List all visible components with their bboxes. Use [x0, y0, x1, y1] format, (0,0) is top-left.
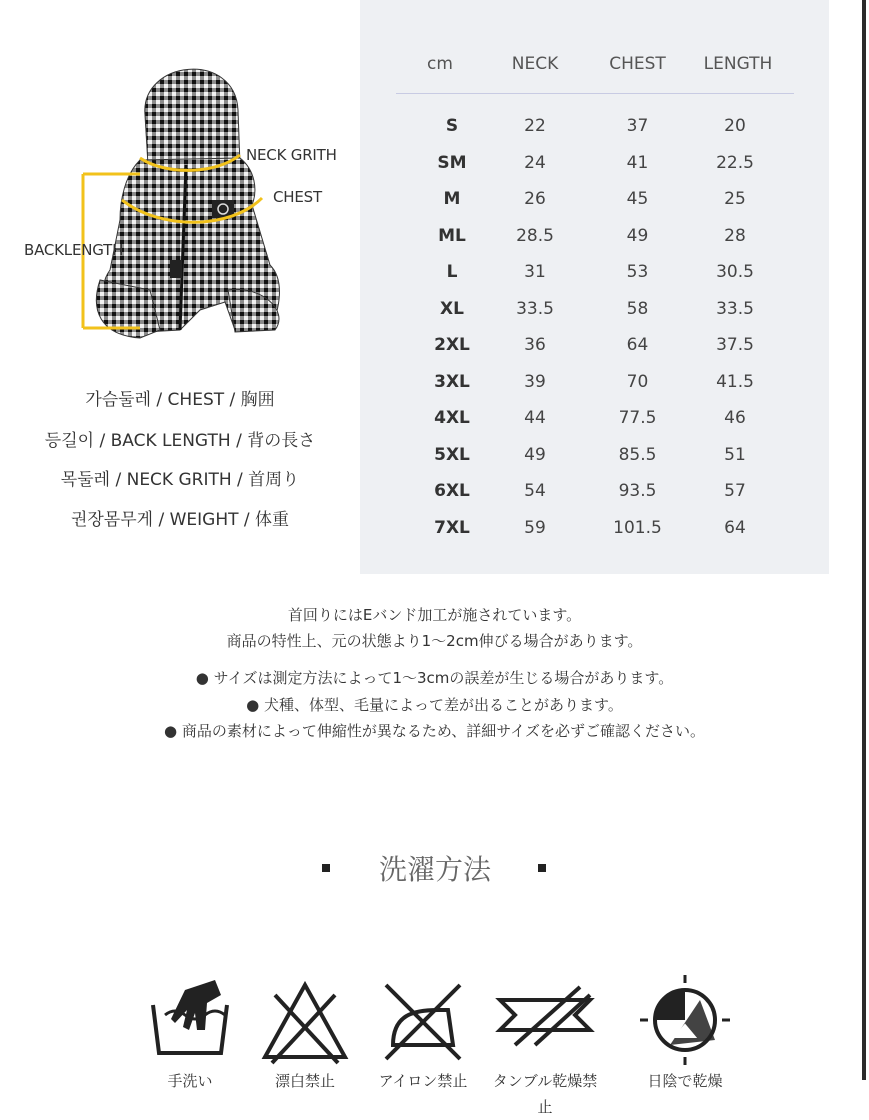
table-cell-neck: 26	[524, 189, 546, 209]
backlength-annotation: BACKLENGTH	[24, 241, 124, 259]
care-label-no-tumble-dry: タンブル乾燥禁止	[492, 1072, 598, 1116]
table-cell-neck: 33.5	[516, 298, 554, 319]
table-cell-length: 51	[724, 444, 746, 465]
table-cell-size: 3XL	[434, 371, 470, 392]
table-cell-length: 25	[724, 189, 746, 209]
header-neck: NECK	[511, 54, 559, 74]
washing-method-heading	[0, 848, 869, 888]
table-cell-length: 57	[724, 481, 746, 501]
hand-wash-icon	[145, 975, 235, 1065]
table-cell-length: 41.5	[716, 371, 754, 392]
no-iron-icon	[378, 975, 468, 1065]
legend-neck-grith: 목둘레 / NECK GRITH / 首周り	[60, 470, 300, 490]
table-cell-neck: 44	[524, 408, 546, 428]
bullet-material-elasticity: ● 商品の素材によって伸縮性が異なるため、詳細サイズを必ずご確認ください。	[163, 722, 706, 740]
table-header-divider	[396, 93, 794, 94]
table-cell-neck: 59	[524, 517, 546, 538]
table-cell-length: 64	[724, 517, 746, 538]
table-cell-size: 2XL	[434, 335, 470, 355]
table-cell-neck: 39	[524, 371, 546, 392]
chest-annotation: CHEST	[273, 188, 322, 206]
table-cell-chest: 64	[626, 335, 649, 355]
square-bullet-right	[538, 864, 546, 872]
table-cell-length: 33.5	[716, 298, 754, 319]
header-length: LENGTH	[703, 54, 773, 74]
table-cell-neck: 22	[524, 116, 546, 136]
page-edge-border	[862, 0, 866, 1080]
table-cell-chest: 101.5	[613, 517, 662, 538]
header-chest: CHEST	[609, 54, 666, 74]
table-cell-neck: 49	[524, 444, 546, 465]
table-cell-size: 6XL	[434, 481, 470, 501]
bullet-measurement-error: ● サイズは測定方法によって1〜3cmの誤差が生じる場合があります。	[195, 669, 674, 687]
table-cell-size: L	[446, 262, 458, 282]
table-cell-chest: 49	[626, 225, 649, 246]
care-label-shade-dry: 日陰で乾燥	[647, 1072, 723, 1090]
table-cell-length: 30.5	[716, 262, 754, 282]
table-cell-size: XL	[440, 298, 464, 319]
table-cell-length: 37.5	[716, 335, 754, 355]
table-cell-chest: 93.5	[618, 481, 657, 501]
table-cell-chest: 70	[626, 371, 649, 392]
no-tumble-dry-icon	[495, 975, 585, 1065]
table-cell-chest: 58	[626, 298, 649, 319]
table-cell-neck: 24	[524, 152, 546, 173]
table-cell-chest: 53	[626, 262, 649, 282]
table-cell-neck: 31	[524, 262, 546, 282]
table-cell-neck: 54	[524, 481, 546, 501]
garment-illustration	[0, 40, 360, 360]
note-neck-band: 首回りにはEバンド加工が施されています。	[287, 606, 582, 624]
table-cell-length: 28	[724, 225, 746, 246]
care-label-hand-wash: 手洗い	[167, 1072, 213, 1090]
table-cell-chest: 37	[626, 116, 649, 136]
shade-hang-dry-icon	[640, 975, 730, 1065]
note-stretch: 商品の特性上、元の状態より1〜2cm伸びる場合があります。	[226, 632, 643, 650]
table-cell-length: 46	[724, 408, 746, 428]
table-cell-size: ML	[438, 225, 466, 246]
table-cell-size: S	[445, 116, 459, 136]
care-label-no-bleach: 漂白禁止	[274, 1072, 335, 1090]
table-cell-neck: 28.5	[516, 225, 554, 246]
no-bleach-icon	[260, 975, 350, 1065]
table-cell-neck: 36	[524, 335, 546, 355]
table-cell-chest: 77.5	[618, 408, 657, 428]
legend-chest: 가슴둘레 / CHEST / 胸囲	[85, 390, 275, 410]
table-cell-chest: 45	[626, 189, 649, 209]
neck-grith-annotation: NECK GRITH	[246, 146, 337, 164]
table-cell-length: 22.5	[716, 152, 754, 173]
table-cell-chest: 41	[626, 152, 649, 173]
square-bullet-left	[322, 864, 330, 872]
table-cell-chest: 85.5	[618, 444, 657, 465]
legend-weight: 권장몸무게 / WEIGHT / 体重	[70, 510, 290, 530]
table-cell-size: M	[443, 189, 461, 209]
table-cell-size: 7XL	[434, 517, 470, 538]
care-label-no-iron: アイロン禁止	[378, 1072, 468, 1090]
bullet-breed-difference: ● 犬種、体型、毛量によって差が出ることがあります。	[246, 696, 623, 714]
table-cell-size: 5XL	[434, 444, 470, 465]
table-cell-size: SM	[437, 152, 467, 173]
washing-method-title: 洗濯方法	[378, 853, 491, 886]
legend-back-length: 등길이 / BACK LENGTH / 背の長さ	[44, 431, 316, 451]
header-cm: cm	[427, 54, 453, 74]
table-cell-size: 4XL	[434, 408, 470, 428]
table-cell-length: 20	[724, 116, 746, 136]
